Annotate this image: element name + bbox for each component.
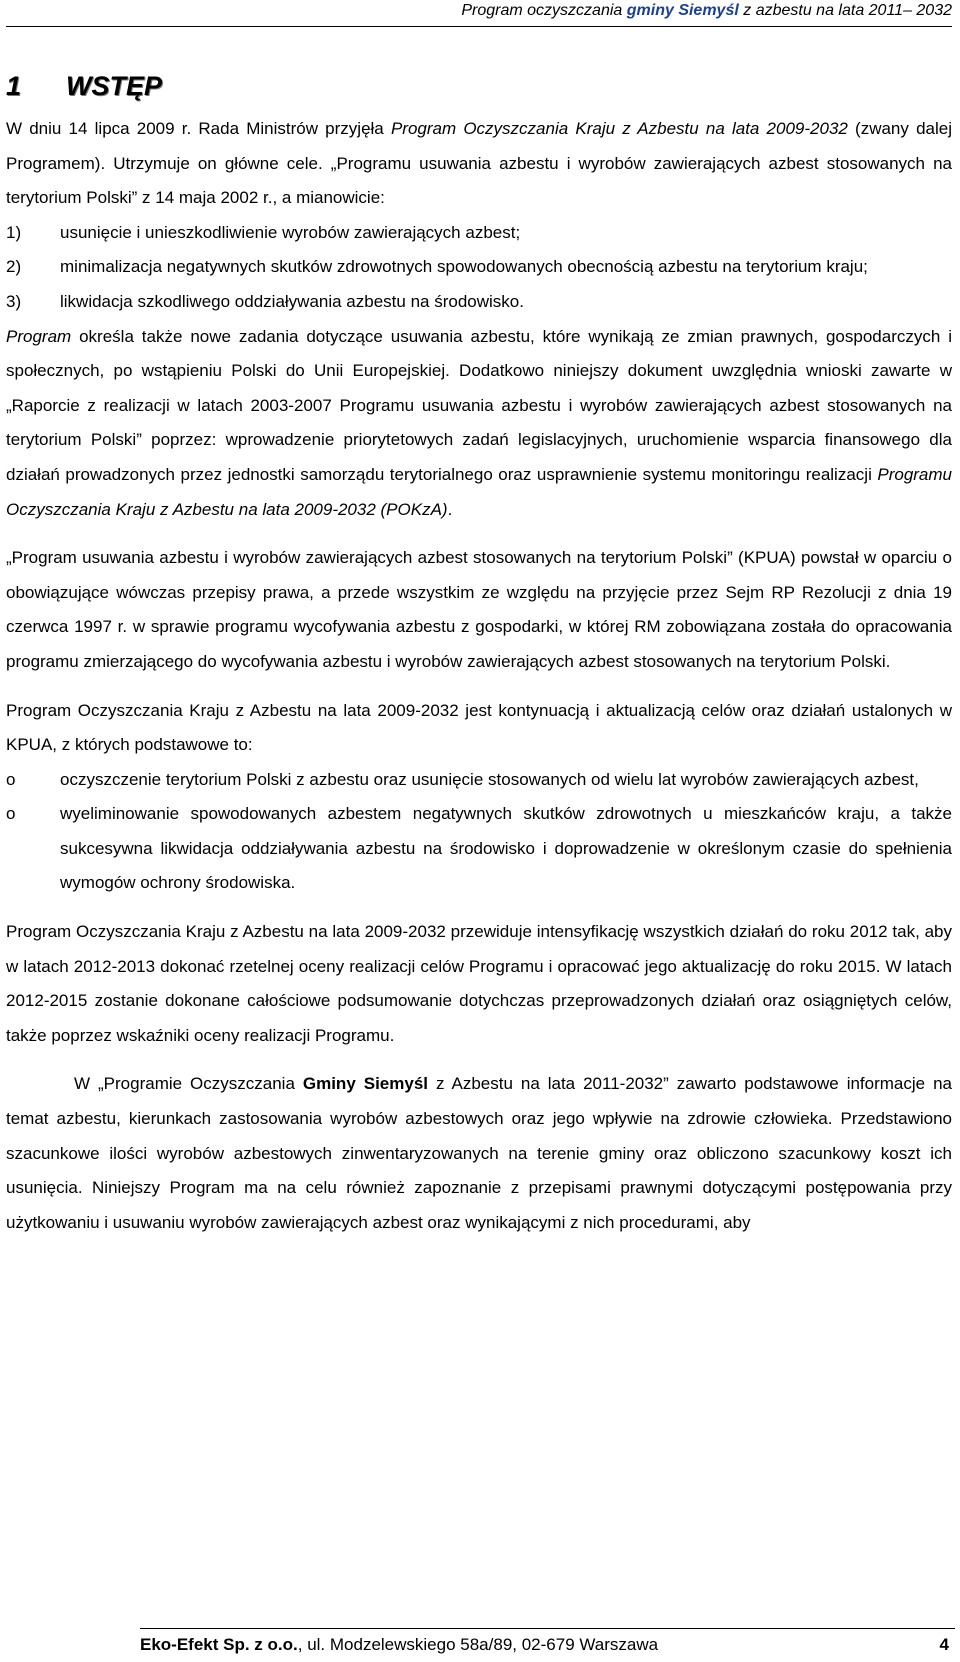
page-footer [140, 1634, 955, 1656]
list-item [6, 250, 952, 285]
list-item [6, 763, 952, 798]
text-run: . [447, 499, 453, 519]
text-run-bold: Gminy Siemyśl [302, 1074, 428, 1094]
list-marker: 2) [6, 257, 22, 277]
basic-goals-list [6, 763, 952, 901]
paragraph-program-tasks [6, 320, 952, 528]
header-divider [6, 26, 952, 27]
footer-company: Eko-Efekt Sp. z o.o. [140, 1635, 298, 1654]
bullet-marker: o [6, 769, 16, 789]
list-item [6, 216, 952, 251]
header-suffix: z azbestu na lata 2011– 2032 [738, 2, 952, 19]
paragraph-intro [6, 112, 952, 216]
list-item-text: likwidacja szkodliwego oddziaływania azbestu na środowisko. [60, 291, 524, 311]
list-item-text: minimalizacja negatywnych skutków zdrowotnych spowodowanych obecnością azbestu na terytorium kraju; [60, 257, 868, 277]
document-body [6, 60, 952, 1240]
bullet-marker: o [6, 804, 16, 824]
section-heading [6, 68, 952, 104]
header-municipality: gminy Siemyśl [626, 2, 739, 19]
list-item [6, 285, 952, 320]
list-marker: 1) [6, 222, 22, 242]
text-run-italic: Program [6, 326, 72, 346]
text-run: z Azbestu na lata 2011-2032” zawarto podstawowe informacje na temat azbestu, kierunkach zastosowania wyrobów azbestowych oraz jego wpływie na zdrowie człowieka. Przedstawiono szacunkowe ilości wyrobów azbestowych zinwentaryzowanych na terenie gminy oraz obliczono szacunkowy koszt ich usunięcia. Niniejszy Program ma na celu również zapoznanie z przepisami prawnymi dotyczącymi postępowania przy użytkowaniu i usuwaniu wyrobów zawierających azbest oraz wynikającymi z nich procedurami, aby [6, 1074, 952, 1232]
footer-address: , ul. Modzelewskiego 58a/89, 02-679 Warszawa [297, 1635, 659, 1654]
section-number: 1 [6, 71, 22, 101]
footer-divider [140, 1628, 955, 1629]
list-item [6, 797, 952, 901]
list-item-text: usunięcie i unieszkodliwienie wyrobów zawierających azbest; [60, 222, 521, 242]
header-prefix: Program oczyszczania [461, 2, 627, 19]
text-run: (zwany dalej Programem). Utrzymuje on główne cele. „Programu usuwania azbestu i wyrobów zawierających azbest stosowanych na terytorium Polski” z 14 maja 2002 r., a mianowicie: [6, 119, 952, 208]
paragraph-kpua: „Program usuwania azbestu i wyrobów zawierających azbest stosowanych na terytorium Polski” (KPUA) powstał w oparciu o obowiązujące wówczas przepisy prawa, a przede wszystkim ze względu na przyjęcie przez Sejm RP Rezolucji z dnia 19 czerwca 1997 r. w sprawie programu wycofywania azbestu z gospodarki, w której RM zobowiązana została do opracowania programu zmierzającego do wycofywania azbestu i wyrobów zawierających azbest stosowanych na terytorium Polski. [6, 548, 952, 671]
goals-list [6, 216, 952, 320]
text-run: W dniu 14 lipca 2009 r. Rada Ministrów przyjęła [6, 119, 391, 138]
page-number: 4 [939, 1635, 949, 1654]
list-item-text: wyeliminowanie spowodowanych azbestem negatywnych skutków zdrowotnych u mieszkańców kraju, a także sukcesywna likwidacja oddziaływania azbestu na środowisko i doprowadzenie w określonym czasie do spełnienia wymogów ochrony środowiska. [60, 804, 952, 893]
text-run: W „Programie Oczyszczania [74, 1074, 303, 1094]
paragraph-pokza: Program Oczyszczania Kraju z Azbestu na lata 2009-2032 jest kontynuacją i aktualizacją celów oraz działań ustalonych w KPUA, z których podstawowe to: [6, 700, 952, 755]
paragraph-gmina-program [6, 1067, 952, 1240]
text-run-italic: Programu Oczyszczania Kraju z Azbestu na lata 2009-2032 (POKzA) [6, 464, 952, 519]
paragraph-intensification: Program Oczyszczania Kraju z Azbestu na lata 2009-2032 przewiduje intensyfikację wszystkich działań do roku 2012 tak, aby w latach 2012-2013 dokonać rzetelnej oceny realizacji celów Programu i opracować jego aktualizację do roku 2015. W latach 2012-2015 zostanie dokonane całościowe podsumowanie dotychczas przeprowadzonych działań oraz osiągniętych celów, także poprzez wskaźniki oceny realizacji Programu. [6, 922, 952, 1045]
text-run: określa także nowe zadania dotyczące usuwania azbestu, które wynikają ze zmian prawnych, gospodarczych i społecznych, po wstąpieniu Polski do Unii Europejskiej. Dodatkowo niniejszy dokument uwzględnia wnioski zawarte w „Raporcie z realizacji w latach 2003-2007 Programu usuwania azbestu i wyrobów zawierających azbest stosowanych na terytorium Polski” poprzez: wprowadzenie priorytetowych zadań legislacyjnych, uruchomienie wsparcia finansowego dla działań prowadzonych przez jednostki samorządu terytorialnego oraz usprawnienie systemu monitoringu realizacji [6, 326, 952, 484]
list-item-text: oczyszczenie terytorium Polski z azbestu oraz usunięcie stosowanych od wielu lat wyrobów zawierających azbest, [60, 769, 919, 789]
text-run-italic: Program Oczyszczania Kraju z Azbestu na lata 2009-2032 [390, 119, 848, 138]
section-title: WSTĘP [66, 71, 163, 101]
list-marker: 3) [6, 291, 22, 311]
